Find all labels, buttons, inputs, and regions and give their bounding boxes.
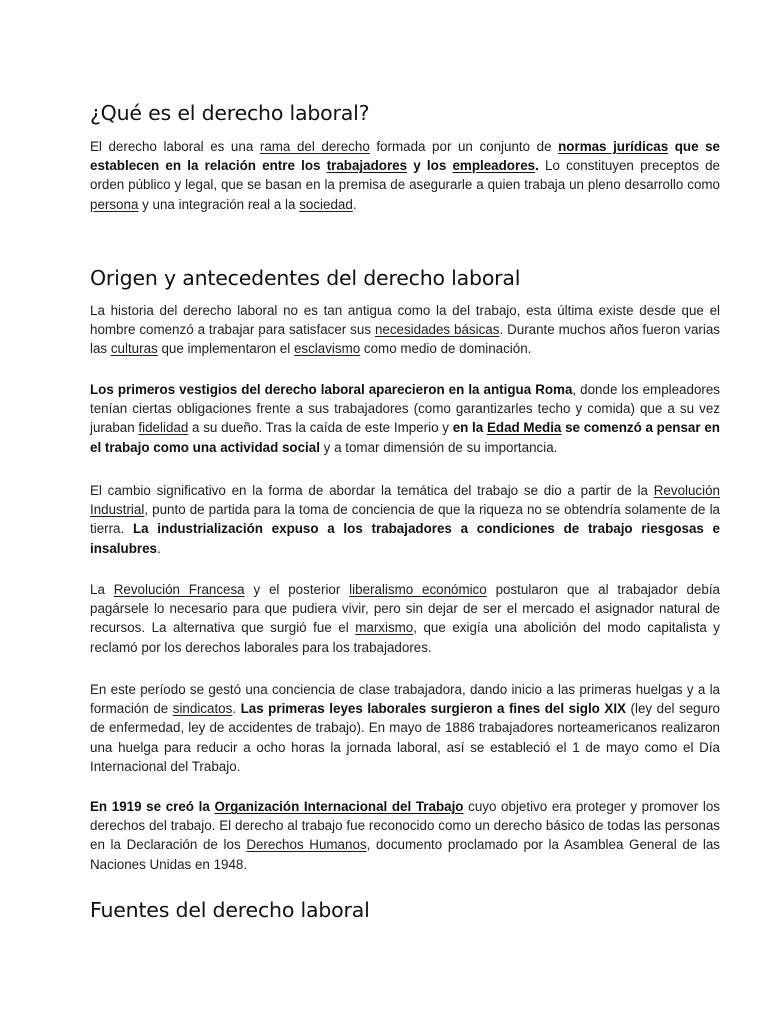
text: y el posterior (244, 582, 350, 597)
text: , punto de partida para la toma de conciencia de que la riqueza no se obtendría solamente de la tierra. (90, 502, 720, 537)
bold-text: en la (452, 420, 487, 436)
text: , que exigía una abolición del modo capitalista y reclamó por los derechos laborales para los trabajadores. (90, 620, 720, 655)
link-sindicatos[interactable]: sindicatos (172, 701, 233, 717)
text: como medio de dominación. (360, 341, 532, 357)
bold-text: se comenzó a pensar en el trabajo como una actividad social (90, 420, 720, 455)
bold-text: Los primeros vestigios del derecho laboral aparecieron en la antigua Roma (90, 382, 573, 397)
link-sociedad[interactable]: sociedad (299, 196, 353, 212)
heading-origen: Origen y antecedentes del derecho laboral (90, 266, 521, 290)
paragraph-historia (90, 301, 720, 359)
link-normas-juridicas[interactable]: normas jurídicas (558, 139, 669, 154)
link-culturas[interactable]: culturas (110, 341, 158, 357)
text: y a tomar dimensión de su importancia. (319, 439, 558, 455)
bold-text: y los (407, 158, 453, 174)
link-fidelidad[interactable]: fidelidad (138, 420, 189, 436)
link-revolucion-industrial[interactable]: Revolución Industrial (90, 483, 720, 518)
paragraph-sindicatos (90, 680, 720, 776)
text: La (90, 582, 114, 597)
bold-text: Las primeras leyes laborales surgieron a fines del siglo XIX (240, 701, 626, 717)
link-empleadores[interactable]: empleadores (452, 158, 536, 174)
text: postularon que al trabajador debía pagársele lo necesario para que pudiera vivir, pero sin dejar de ser el mercado el asignador natural de recursos. La alternativa que surgió fue el (90, 582, 720, 636)
paragraph-revolucion-francesa (90, 580, 720, 657)
link-persona[interactable]: persona (90, 196, 139, 212)
link-derechos-humanos[interactable]: Derechos Humanos (246, 837, 367, 853)
text: cuyo objetivo era proteger y promover los derechos del trabajo. El derecho al trabajo fue reconocido como un derecho básico de todas las personas en la Declaración de los (90, 799, 720, 853)
link-necesidades-basicas[interactable]: necesidades básicas (374, 322, 500, 338)
paragraph-revolucion-industrial (90, 481, 720, 558)
text: El derecho laboral es una (90, 139, 260, 154)
text: . (156, 540, 161, 556)
link-marxismo[interactable]: marxismo (355, 620, 414, 636)
link-rama-del-derecho[interactable]: rama del derecho (259, 139, 370, 154)
heading-fuentes: Fuentes del derecho laboral (90, 898, 370, 922)
text: En este período se gestó una conciencia de clase trabajadora, dando inicio a las primeras huelgas y a la formación de (90, 682, 720, 717)
bold-text: . (535, 158, 539, 174)
text: . (352, 196, 357, 212)
link-oit[interactable]: Organización Internacional del Trabajo (214, 799, 464, 814)
text: . (232, 701, 241, 717)
link-esclavismo[interactable]: esclavismo (293, 341, 361, 357)
heading-que-es: ¿Qué es el derecho laboral? (90, 101, 370, 125)
text: La historia del derecho laboral no es tan antigua como la del trabajo, esta última existe desde que el hombre comenzó a trabajar para satisfacer sus (90, 303, 720, 338)
paragraph-oit (90, 797, 720, 874)
text: , donde los empleadores tenían ciertas obligaciones frente a sus trabajadores (como garantizarles techo y comida) que a su vez juraban (90, 382, 721, 436)
link-trabajadores[interactable]: trabajadores (326, 158, 408, 174)
text: (ley del seguro de enfermedad, ley de accidentes de trabajo). En mayo de 1886 trabajadores norteamericanos realizaron una huelga para reducir a ocho horas la jornada laboral, así se estableció el 1 de mayo como el Día Internacional del Trabajo. (90, 701, 720, 774)
link-liberalismo-economico[interactable]: liberalismo económico (349, 582, 487, 597)
text: que implementaron el (157, 341, 294, 357)
text: Lo constituyen preceptos de orden público y legal, que se basan en la premisa de asegurarle a quien trabaja un pleno desarrollo como (90, 158, 720, 193)
bold-text: que se establecen en la relación entre los (90, 139, 721, 174)
text: formada por un conjunto de (369, 139, 559, 154)
link-edad-media[interactable]: Edad Media (486, 420, 562, 436)
text: , documento proclamado por la Asamblea General de las Naciones Unidas en 1948. (90, 837, 721, 872)
text: a su dueño. Tras la caída de este Imperio y (188, 420, 453, 436)
bold-text: La industrialización expuso a los trabajadores a condiciones de trabajo riesgosas e insalubres (90, 521, 720, 556)
paragraph-roma (90, 380, 720, 457)
bold-text: En 1919 se creó la (90, 799, 215, 814)
text: El cambio significativo en la forma de abordar la temática del trabajo se dio a partir de la (90, 483, 654, 498)
link-revolucion-francesa[interactable]: Revolución Francesa (113, 582, 245, 597)
paragraph-definition (90, 137, 720, 214)
text: y una integración real a la (138, 196, 300, 212)
text: . Durante muchos años fueron varias las (90, 322, 720, 357)
